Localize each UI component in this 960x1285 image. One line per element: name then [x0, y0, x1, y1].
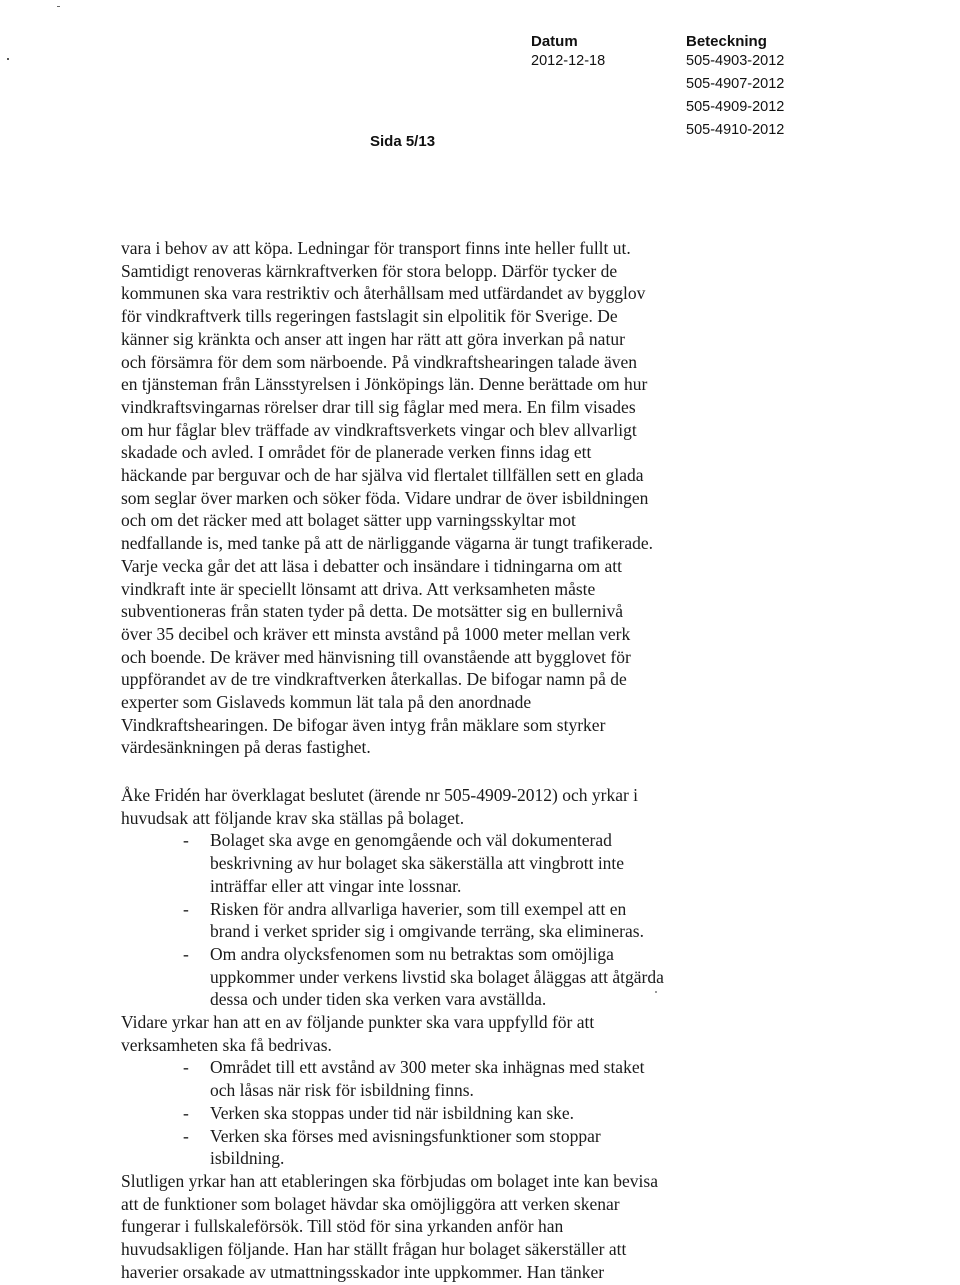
text-line: isbildning.: [210, 1148, 285, 1169]
text-line: Vindkraftshearingen. De bifogar även intyg från mäklare som styrker: [121, 714, 606, 735]
text-line: kommunen ska vara restriktiv och återhållsam med utfärdandet av bygglov: [121, 283, 646, 304]
text-line: Slutligen yrkar han att etableringen ska förbjudas om bolaget inte kan bevisa: [121, 1170, 658, 1191]
text-line: och om det räcker med att bolaget sätter upp varningsskyltar mot: [121, 510, 576, 531]
text-line: haverier orsakade av utmattningsskador inte uppkommer. Han tänker: [121, 1261, 605, 1282]
list-item: [121, 943, 711, 1011]
text-line: nedfallande is, med tanke på att de närliggande vägarna är tungt trafikerade.: [121, 533, 654, 554]
text-line: Bolaget ska avge en genomgående och väl dokumenterad: [210, 830, 612, 851]
text-line: och låsas när risk för isbildning finns.: [210, 1080, 474, 1101]
text-line: Verken ska stoppas under tid när isbildning kan ske.: [210, 1102, 575, 1123]
list-item: [121, 829, 711, 897]
scan-speck: [655, 991, 657, 993]
list-item: [121, 898, 711, 943]
list-dash: -: [183, 898, 189, 919]
date-label: Datum: [531, 33, 578, 50]
text-line: vindkraft inte är speciellt lönsamt att driva. Att verksamheten måste: [121, 578, 596, 599]
text-line: och försämra för dem som närboende. På vindkraftshearingen talade även: [121, 351, 638, 372]
reference-number: 505-4910-2012: [686, 122, 785, 138]
page-number: Sida 5/13: [370, 133, 436, 150]
text-line: fungerar i fullskaleförsök. Till stöd för sina yrkanden anför han: [121, 1216, 564, 1237]
list-item: [121, 1102, 711, 1125]
text-line: verksamheten ska få bedrivas.: [121, 1034, 332, 1055]
list-dash: -: [183, 1125, 189, 1146]
text-line: brand i verket sprider sig i omgivande terräng, ska elimineras.: [210, 921, 644, 942]
reference-number: 505-4909-2012: [686, 99, 785, 115]
text-line: Risken för andra allvarliga haverier, som till exempel att en: [210, 898, 627, 919]
reference-numbers: [686, 50, 784, 142]
list-item: [121, 1125, 711, 1170]
text-line: skadade och avled. I området för de planerade verken finns idag ett: [121, 442, 592, 463]
text-line: dessa och under tiden ska verken vara avställda.: [210, 989, 547, 1010]
text-line: inträffar eller att vingar inte lossnar.: [210, 875, 462, 896]
text-line: vara i behov av att köpa. Ledningar för transport finns inte heller fullt ut.: [121, 238, 631, 258]
text-line: om hur fåglar blev träffade av vindkraftsverkets vingar och blev allvarligt: [121, 419, 637, 440]
text-line: värdesänkningen på deras fastighet.: [121, 737, 371, 758]
text-line: Om andra olycksfenomen som nu betraktas som omöjliga: [210, 943, 614, 964]
text-line: Åke Fridén har överklagat beslutet (ärende nr 505-4909-2012) och yrkar i: [121, 785, 639, 805]
text-line: uppkommer under verkens livstid ska bolaget åläggas att åtgärda: [210, 966, 664, 987]
date-value: 2012-12-18: [531, 53, 606, 69]
text-line: över 35 decibel och kräver ett minsta avstånd på 1000 meter mellan verk: [121, 623, 631, 644]
body-paragraph: [121, 237, 711, 759]
text-line: Varje vecka går det att läsa i debatter och insändare i tidningarna om att: [121, 555, 622, 576]
text-line: för vindkraftverk tills regeringen fastslagit sin elpolitik för Sverige. De: [121, 306, 618, 327]
text-line: Området till ett avstånd av 300 meter ska inhägnas med staket: [210, 1057, 645, 1078]
list-item: [121, 1056, 711, 1101]
text-line: huvudsakligen följande. Han har ställt frågan hur bolaget säkerställer att: [121, 1239, 627, 1260]
text-line: huvudsak att följande krav ska ställas på bolaget.: [121, 807, 465, 828]
text-line: och boende. De kräver med hänvisning till ovanstående att bygglovet för: [121, 646, 631, 667]
list-dash: -: [183, 1057, 189, 1078]
list-dash: -: [183, 1102, 189, 1123]
text-line: vindkraftsvingarnas rörelser drar till sig fåglar med mera. En film visades: [121, 396, 636, 417]
reference-number: 505-4903-2012: [686, 53, 785, 69]
text-line: uppförandet av de tre vindkraftverken återkallas. De bifogar namn på de: [121, 669, 627, 690]
list-dash: -: [183, 943, 189, 964]
scan-speck: [57, 6, 60, 7]
appeal-section: [121, 784, 711, 1283]
text-line: Vidare yrkar han att en av följande punkter ska vara uppfylld för att: [121, 1012, 595, 1033]
text-line: Verken ska förses med avisningsfunktioner som stoppar: [210, 1125, 601, 1146]
text-line: beskrivning av hur bolaget ska säkerställa att vingbrott inte: [210, 853, 625, 874]
text-line: att de funktioner som bolaget hävdar ska omöjliggöra att verken skenar: [121, 1193, 620, 1214]
reference-number: 505-4907-2012: [686, 76, 785, 92]
text-line: experter som Gislaveds kommun lät tala på den anordnade: [121, 692, 532, 713]
scan-speck: [7, 58, 9, 60]
text-line: häckande par berguvar och de har själva vid flertalet tillfällen sett en glada: [121, 465, 644, 486]
text-line: subventioneras från staten tyder på detta. De motsätter sig en bullernivå: [121, 601, 623, 622]
text-line: en tjänsteman från Länsstyrelsen i Jönköpings län. Denne berättade om hur: [121, 374, 648, 395]
text-line: Samtidigt renoveras kärnkraftverken för stora belopp. Därför tycker de: [121, 260, 618, 281]
reference-label: Beteckning: [686, 33, 767, 50]
text-line: känner sig kränkta och anser att ingen har rätt att göra inverkan på natur: [121, 328, 625, 349]
list-dash: -: [183, 830, 189, 851]
text-line: som seglar över marken och söker föda. Vidare undrar de över isbildningen: [121, 487, 649, 508]
